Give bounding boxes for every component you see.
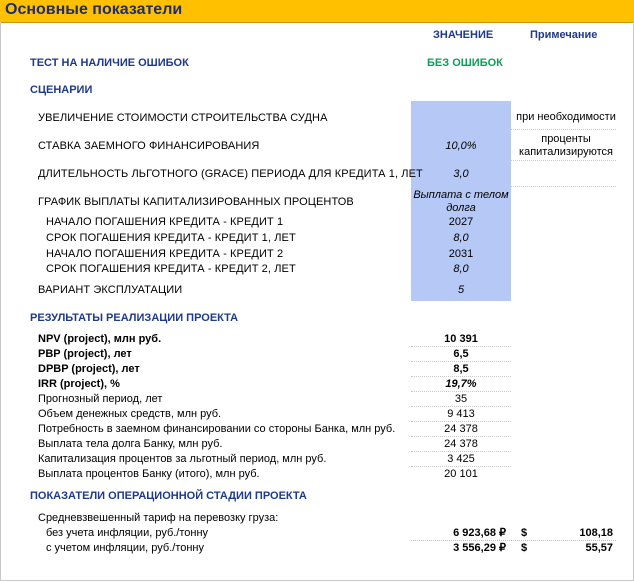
result-label-capitalized-interest: Капитализация процентов за льготный период, млн руб. <box>38 453 327 465</box>
cell-border <box>411 245 511 246</box>
result-value-npv: 10 391 <box>444 333 478 345</box>
sheet-header <box>0 0 634 23</box>
result-value-interest-paid: 20 101 <box>444 468 478 480</box>
value-line: долга <box>446 202 476 214</box>
scenario-label-operation-variant: ВАРИАНТ ЭКСПЛУАТАЦИИ <box>38 284 183 296</box>
cell-border <box>511 160 616 161</box>
tariff-usd-without-inflation: 108,18 <box>579 527 613 539</box>
cell-border <box>511 186 616 187</box>
currency-symbol: $ <box>521 527 528 539</box>
result-label-irr: IRR (project), % <box>38 378 120 390</box>
cell-border <box>411 261 511 262</box>
column-header-note: Примечание <box>530 29 598 41</box>
cell-border <box>411 229 511 230</box>
result-value-capitalized-interest: 3 425 <box>447 453 475 465</box>
tariff-rub-without-inflation: 6 923,68 ₽ <box>453 527 506 539</box>
error-test-status: БЕЗ ОШИБОК <box>427 57 503 69</box>
scenario-label-grace-period: ДЛИТЕЛЬНОСТЬ ЛЬГОТНОГО (GRACE) ПЕРИОДА ДЛЯ КРЕДИТА 1, ЛЕТ <box>38 168 423 180</box>
scenario-value-grace-period[interactable]: 3,0 <box>453 168 469 180</box>
scenario-label-loan2-term: СРОК ПОГАШЕНИЯ КРЕДИТА - КРЕДИТ 2, ЛЕТ <box>46 263 296 275</box>
section-operational-title: ПОКАЗАТЕЛИ ОПЕРАЦИОННОЙ СТАДИИ ПРОЕКТА <box>30 490 307 502</box>
section-results-title: РЕЗУЛЬТАТЫ РЕАЛИЗАЦИИ ПРОЕКТА <box>30 312 239 324</box>
scenario-value-loan1-term[interactable]: 8,0 <box>453 232 469 244</box>
scenario-value-loan2-start[interactable]: 2031 <box>448 248 474 260</box>
scenario-value-repayment-schedule[interactable] <box>411 189 511 215</box>
result-label-interest-paid: Выплата процентов Банку (итого), млн руб. <box>38 468 260 480</box>
scenario-label-loan-rate: СТАВКА ЗАЕМНОГО ФИНАНСИРОВАНИЯ <box>38 140 260 152</box>
result-value-pbp: 6,5 <box>453 348 469 360</box>
result-label-dpbp: DPBP (project), лет <box>38 363 140 375</box>
result-label-pbp: PBP (project), лет <box>38 348 132 360</box>
scenario-label-loan1-start: НАЧАЛО ПОГАШЕНИЯ КРЕДИТА - КРЕДИТ 1 <box>46 216 284 228</box>
tariff-label-with-inflation: с учетом инфляции, руб./тонну <box>46 542 205 554</box>
error-test-label: ТЕСТ НА НАЛИЧИЕ ОШИБОК <box>30 57 189 69</box>
result-label-loan-need: Потребность в заемном финансировании со стороны Банка, млн руб. <box>38 423 396 435</box>
scenario-label-repayment-schedule: ГРАФИК ВЫПЛАТЫ КАПИТАЛИЗИРОВАННЫХ ПРОЦЕНТОВ <box>38 196 354 208</box>
tariff-rub-with-inflation: 3 556,29 ₽ <box>453 542 506 554</box>
result-value-dpbp: 8,5 <box>453 363 469 375</box>
cell-border <box>511 129 616 130</box>
scenario-label-loan1-term: СРОК ПОГАШЕНИЯ КРЕДИТА - КРЕДИТ 1, ЛЕТ <box>46 232 296 244</box>
column-header-value: ЗНАЧЕНИЕ <box>433 29 494 41</box>
result-value-principal-paid: 24 378 <box>444 438 478 450</box>
result-value-cash-volume: 9 413 <box>447 408 475 420</box>
tariff-usd-with-inflation: 55,57 <box>585 542 613 554</box>
result-label-cash-volume: Объем денежных средств, млн руб. <box>38 408 222 420</box>
scenario-value-operation-variant[interactable]: 5 <box>457 284 465 296</box>
scenario-label-loan2-start: НАЧАЛО ПОГАШЕНИЯ КРЕДИТА - КРЕДИТ 2 <box>46 248 284 260</box>
result-value-irr: 19,7% <box>445 378 477 390</box>
result-value-forecast-period: 35 <box>454 393 468 405</box>
result-label-npv: NPV (project), млн руб. <box>38 333 162 345</box>
tariff-label: Средневзвешенный тариф на перевозку груза: <box>38 512 279 524</box>
scenario-value-loan1-start[interactable]: 2027 <box>448 216 474 228</box>
result-label-forecast-period: Прогнозный период, лет <box>38 393 163 405</box>
tariff-label-without-inflation: без учета инфляции, руб./тонну <box>46 527 209 539</box>
value-line: Выплата с телом <box>413 189 509 201</box>
scenario-label-cost-increase: УВЕЛИЧЕНИЕ СТОИМОСТИ СТРОИТЕЛЬСТВА СУДНА <box>38 112 328 124</box>
scenario-value-loan-rate[interactable]: 10,0% <box>445 140 477 152</box>
note-line: проценты <box>541 133 591 145</box>
scenario-note-cost-increase: при необходимости <box>516 111 616 123</box>
result-value-loan-need: 24 378 <box>444 423 478 435</box>
note-line: капитализируются <box>519 146 613 158</box>
scenario-note-loan-rate <box>511 133 621 159</box>
result-label-principal-paid: Выплата тела долга Банку, млн руб. <box>38 438 223 450</box>
section-scenarios-title: СЦЕНАРИИ <box>30 84 93 96</box>
scenario-value-loan2-term[interactable]: 8,0 <box>453 263 469 275</box>
page-title: Основные показатели <box>5 1 183 18</box>
currency-symbol: $ <box>521 542 528 554</box>
